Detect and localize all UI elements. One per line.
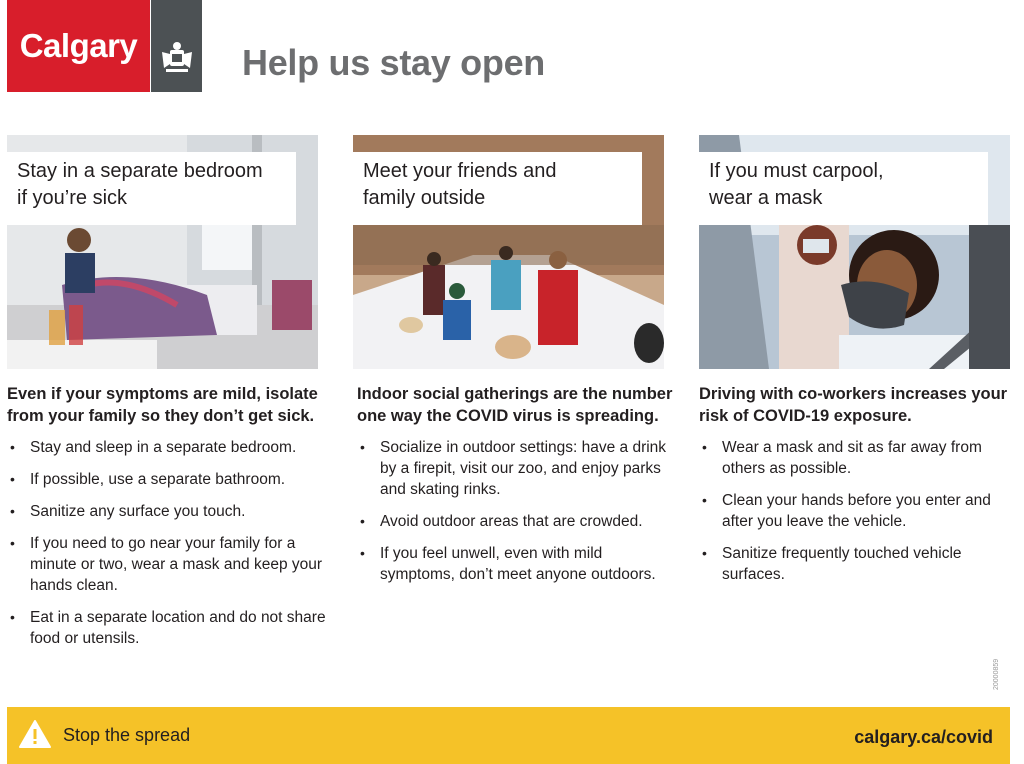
caption-line: Meet your friends and xyxy=(363,160,557,182)
caption-bedroom xyxy=(7,152,296,225)
calgary-logo xyxy=(7,0,150,92)
city-crest xyxy=(151,0,202,92)
caption-line: Stay in a separate bedroom xyxy=(17,160,263,182)
column-outdoors xyxy=(357,383,677,596)
list-item: • Wear a mask and sit as far away from others as possible. xyxy=(699,437,1019,479)
list-item: • Sanitize any surface you touch. xyxy=(7,501,327,522)
caption-line: wear a mask xyxy=(709,187,823,209)
list-item: • Sanitize frequently touched vehicle surfaces. xyxy=(699,543,1019,585)
photo-panel-carpool xyxy=(699,135,1010,369)
footer-slogan: Stop the spread xyxy=(63,725,191,745)
page-title: Help us stay open xyxy=(242,42,545,83)
bullet-list xyxy=(7,437,327,649)
list-item: • Socialize in outdoor settings: have a drink by a firepit, visit our zoo, and enjoy parks and skating rinks. xyxy=(357,437,677,500)
caption-line: If you must carpool, xyxy=(709,160,884,182)
column-carpool xyxy=(699,383,1019,596)
list-item: • Avoid outdoor areas that are crowded. xyxy=(357,511,677,532)
bullet-list xyxy=(699,437,1019,585)
photo-panel-outside xyxy=(353,135,664,369)
list-item: • Eat in a separate location and do not share food or utensils. xyxy=(7,607,327,649)
warning-icon xyxy=(18,719,52,749)
lead-text: Indoor social gatherings are the number one way the COVID virus is spreading. xyxy=(357,385,673,425)
list-item: • If you need to go near your family for a minute or two, wear a mask and keep your hands clean. xyxy=(7,533,327,596)
list-item: • Clean your hands before you enter and after you leave the vehicle. xyxy=(699,490,1019,532)
bullet-list xyxy=(357,437,677,585)
document-code: 20000859 xyxy=(993,658,1000,690)
list-item: • If possible, use a separate bathroom. xyxy=(7,469,327,490)
list-item: • Stay and sleep in a separate bedroom. xyxy=(7,437,327,458)
footer-link[interactable]: calgary.ca/covid xyxy=(854,727,993,747)
caption-line: family outside xyxy=(363,187,486,209)
list-item: • If you feel unwell, even with mild symptoms, don’t meet anyone outdoors. xyxy=(357,543,677,585)
crest-icon xyxy=(158,40,196,76)
logo-text: Calgary xyxy=(19,27,138,64)
caption-outside xyxy=(353,152,642,225)
lead-text: Driving with co-workers increases your risk of COVID-19 exposure. xyxy=(699,385,1008,425)
photo-panel-bedroom xyxy=(7,135,318,369)
lead-text: Even if your symptoms are mild, isolate from your family so they don’t get sick. xyxy=(7,385,318,425)
column-isolate xyxy=(7,383,327,660)
caption-line: if you’re sick xyxy=(17,187,128,209)
footer-bar xyxy=(7,707,1010,764)
caption-carpool xyxy=(699,152,988,225)
